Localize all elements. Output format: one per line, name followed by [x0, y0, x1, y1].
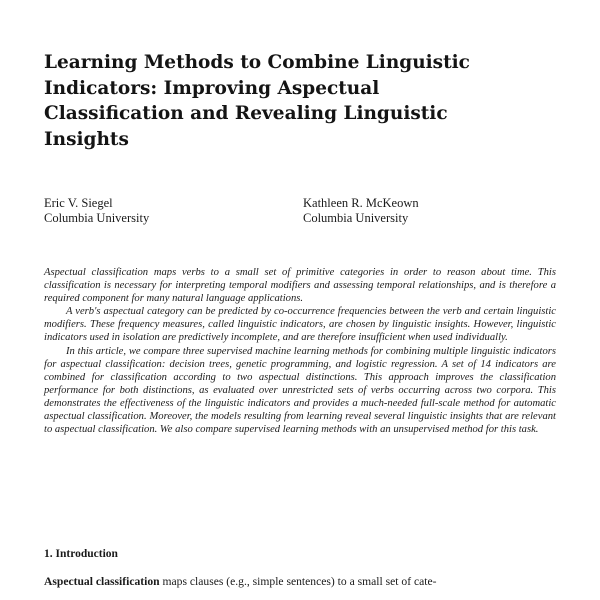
author-affiliation: Columbia University: [44, 211, 150, 225]
author-name: Kathleen R. McKeown: [303, 196, 419, 210]
author-affiliation: Columbia University: [303, 211, 409, 225]
abstract-paragraph: Aspectual classification maps verbs to a small set of primitive categories in order to reason about time. This classification is necessary for interpreting temporal modifiers and assessing temporal relationships, and is therefore a required component for many natural language applications.: [44, 267, 556, 305]
body-text: maps clauses (e.g., simple sentences) to a small set of cate-: [159, 575, 437, 588]
abstract-paragraph: A verb's aspectual category can be predicted by co-occurrence frequencies between the verb and certain linguistic modifiers. These frequency measures, called linguistic indicators, are chosen by linguistic insights. However, linguistic indicators used in isolation are predictively incomplete, and are therefore insufficient when used individually.: [44, 306, 556, 344]
section-heading: 1. Introduction: [44, 548, 118, 560]
abstract: [44, 266, 556, 436]
body-paragraph: [44, 574, 556, 589]
author-block: [303, 196, 419, 226]
author-name: Eric V. Siegel: [44, 196, 113, 210]
paper-title: Learning Methods to Combine Linguistic Indicators: Improving Aspectual Classification and Revealing Linguistic Insights: [44, 52, 470, 150]
lead-term: Aspectual classification: [44, 575, 160, 588]
author-block: [44, 196, 149, 226]
body-text-line: [44, 574, 556, 589]
abstract-paragraph: In this article, we compare three supervised machine learning methods for combining multiple linguistic indicators for aspectual classification: decision trees, genetic programming, and logistic regression. A set of 14 indicators are combined for classification according to two aspectual distinctions. This approach improves the classification performance for both distinctions, as evaluated over unrestricted sets of verbs occurring across two corpora. This demonstrates the effectiveness of the linguistic indicators and provides a much-needed full-scale method for automatic aspectual classification. Moreover, the models resulting from learning reveal several linguistic insights that are relevant to aspectual classification. We also compare supervised learning methods with an unsupervised method for this task.: [44, 345, 556, 436]
